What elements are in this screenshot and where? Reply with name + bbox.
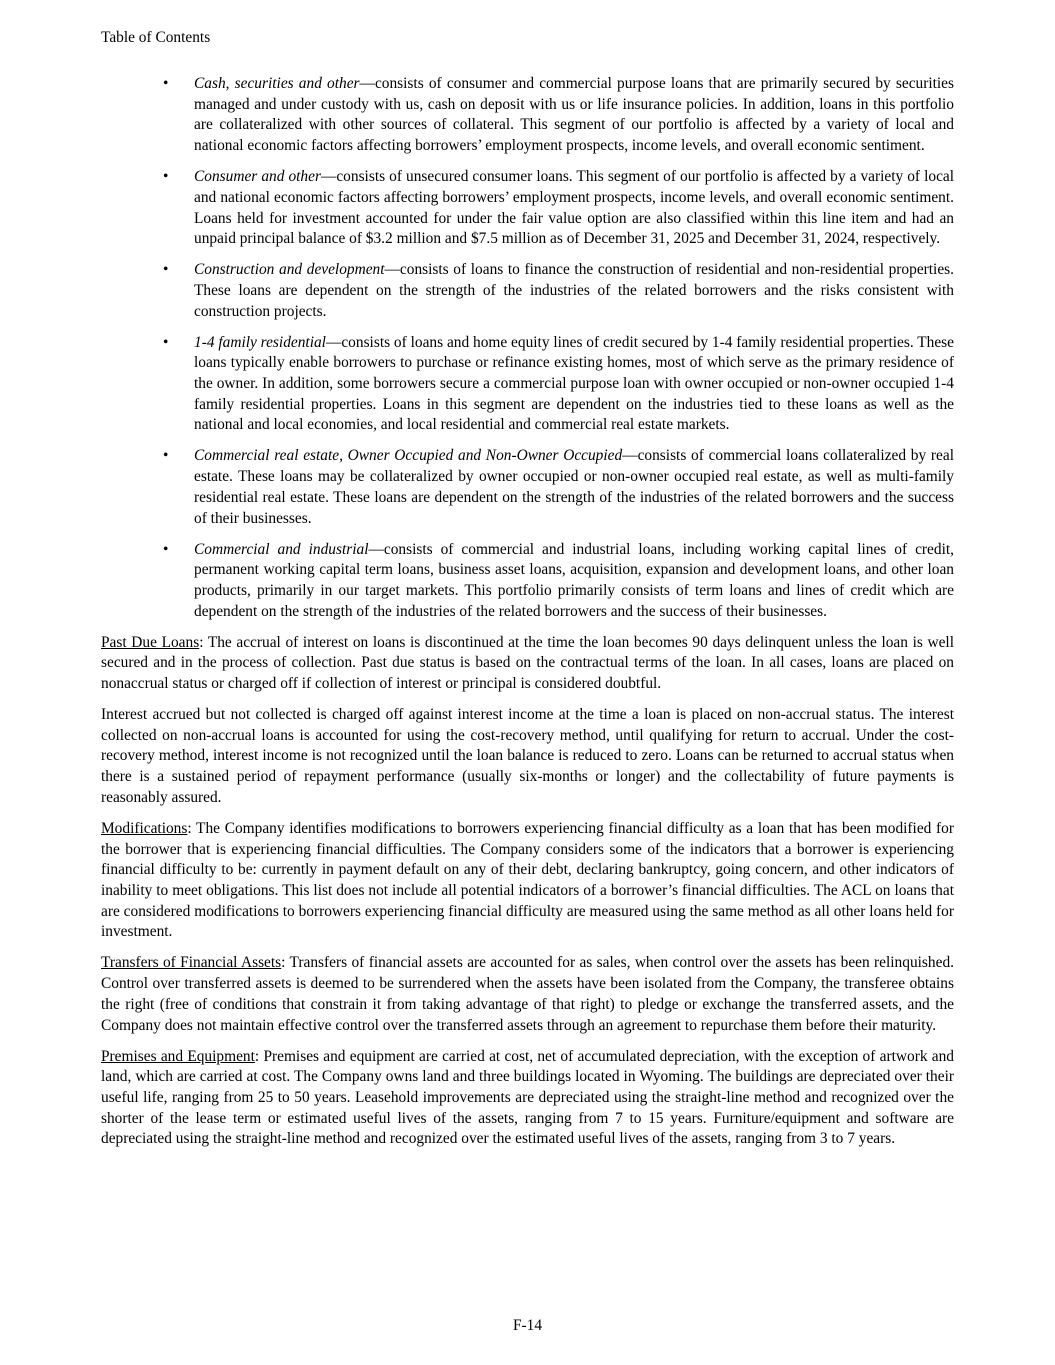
section-text: : Transfers of financial assets are accounted for as sales, when control over the assets has been relinquished. Control over transferred assets is deemed to be surrendered when the assets have been isolated from the Company, the transferee obtains the right (free of conditions that constrain it from taking advantage of that right) to pledge or exchange the transferred assets, and the Company does not maintain effective control over the transferred assets through an agreement to repurchase them before their maturity. xyxy=(101,954,954,1034)
segment-term: Cash, securities and other xyxy=(194,75,360,92)
list-item-family-residential xyxy=(101,333,954,437)
segment-description: —consists of unsecured consumer loans. This segment of our portfolio is affected by a variety of local and national economic factors affecting borrowers’ employment prospects, income levels, and overall economic sentiment. Loans held for investment accounted for under the fair value option are also classified within this line item and had an unpaid principal balance of $3.2 million and $7.5 million as of December 31, 2025 and December 31, 2024, respectively. xyxy=(194,168,955,248)
section-transfers-financial-assets xyxy=(101,953,954,1036)
section-heading: Transfers of Financial Assets xyxy=(101,954,282,972)
segment-term: Commercial real estate, Owner Occupied and Non-Owner Occupied xyxy=(194,447,623,465)
segment-term: Commercial and industrial xyxy=(194,540,369,558)
list-item-cash-securities xyxy=(101,74,954,157)
section-modifications xyxy=(101,819,954,943)
section-text: Interest accrued but not collected is charged off against interest income at the time a loan is placed on non-accrual status. The interest collected on non-accrual loans is accounted for using the cost-recovery method, until qualifying for return to accrual. Under the cost-recovery method, interest income is not recognized until the loan balance is reduced to zero. Loans can be returned to accrual status when there is a sustained period of repayment performance (usually six-months or longer) and the collectability of future payments is reasonably assured. xyxy=(101,706,954,806)
loan-segment-list xyxy=(101,74,954,622)
section-heading: Premises and Equipment xyxy=(101,1047,255,1065)
list-item-consumer-other xyxy=(101,167,954,250)
bullet-icon: • xyxy=(163,540,169,558)
list-item-commercial-real-estate xyxy=(101,446,954,529)
segment-description: —consists of commercial loans collateralized by real estate. These loans may be collateralized by owner occupied or non-owner occupied real estate, as well as multi-family residential real estate. These loans are dependent on the strength of the industries of the related borrowers and the success of their businesses. xyxy=(194,447,954,527)
segment-description: —consists of commercial and industrial loans, including working capital lines of credit, permanent working capital term loans, business asset loans, acquisition, expansion and development loans, and other loan products, primarily in our target markets. This portfolio primarily consists of term loans and lines of credit which are dependent on the strength of the industries of the related borrowers and the success of their businesses. xyxy=(194,540,954,620)
document-body xyxy=(101,74,954,1160)
bullet-icon: • xyxy=(163,75,169,92)
segment-description: —consists of loans and home equity lines of credit secured by 1-4 family residential properties. These loans typically enable borrowers to purchase or refinance existing homes, most of which serve as the primary residence of the owner. In addition, some borrowers secure a commercial purpose loan with owner occupied or non-owner occupied 1-4 family residential properties. Loans in this segment are dependent on the industries tied to these loans as well as the national and local economies, and local residential and commercial real estate markets. xyxy=(194,333,954,434)
section-interest-accrued xyxy=(101,705,954,809)
bullet-icon: • xyxy=(163,168,169,186)
segment-description: —consists of consumer and commercial purpose loans that are primarily secured by securities managed and under custody with us, cash on deposit with us or life insurance policies. In addition, loans in this portfolio are collateralized with other sources of collateral. This segment of our portfolio is affected by a variety of local and national economic factors affecting borrowers’ employment prospects, income levels, and overall economic sentiment. xyxy=(194,75,954,155)
section-text: : Premises and equipment are carried at cost, net of accumulated depreciation, with the exception of artwork and land, which are carried at cost. The Company owns land and three buildings located in Wyoming. The buildings are depreciated over their useful life, ranging from 25 to 50 years. Leasehold improvements are depreciated using the straight-line method and recognized over the shorter of the lease term or estimated useful lives of the assets, ranging from 7 to 15 years. Furniture/equipment and software are depreciated using the straight-line method and recognized over the estimated useful lives of the assets, ranging from 3 to 7 years. xyxy=(101,1047,955,1148)
table-of-contents-link[interactable]: Table of Contents xyxy=(101,29,211,46)
section-premises-equipment xyxy=(101,1047,954,1151)
section-past-due-loans xyxy=(101,633,954,695)
section-heading: Past Due Loans xyxy=(101,633,200,651)
segment-term: Construction and development xyxy=(194,261,385,279)
section-text: : The Company identifies modifications to borrowers experiencing financial difficulty as a loan that has been modified for the borrower that is experiencing financial difficulties. The Company considers some of the indicators that a borrower is experiencing financial difficulty to be: currently in payment default on any of their debt, declaring bankruptcy, going concern, and other indicators of inability to meet obligations. This list does not include all potential indicators of a borrower’s financial difficulties. The ACL on loans that are considered modifications to borrowers experiencing financial difficulty are measured using the same method as all other loans held for investment. xyxy=(101,819,954,941)
list-item-construction-development xyxy=(101,260,954,322)
bullet-icon: • xyxy=(163,333,169,351)
section-text: : The accrual of interest on loans is discontinued at the time the loan becomes 90 days delinquent unless the loan is well secured and in the process of collection. Past due status is based on the contractual terms of the loan. In all cases, loans are placed on nonaccrual status or charged off if collection of interest or principal is considered doubtful. xyxy=(101,633,954,693)
list-item-commercial-industrial xyxy=(101,540,954,623)
page-number: F-14 xyxy=(512,1317,543,1334)
bullet-icon: • xyxy=(163,261,169,279)
section-heading: Modifications xyxy=(101,819,188,837)
segment-term: Consumer and other xyxy=(194,168,321,186)
bullet-icon: • xyxy=(163,447,169,465)
segment-description: —consists of loans to finance the construction of residential and non-residential properties. These loans are dependent on the strength of the industries of the related borrowers and the risks consistent with construction projects. xyxy=(194,261,954,320)
segment-term: 1-4 family residential xyxy=(194,333,326,351)
